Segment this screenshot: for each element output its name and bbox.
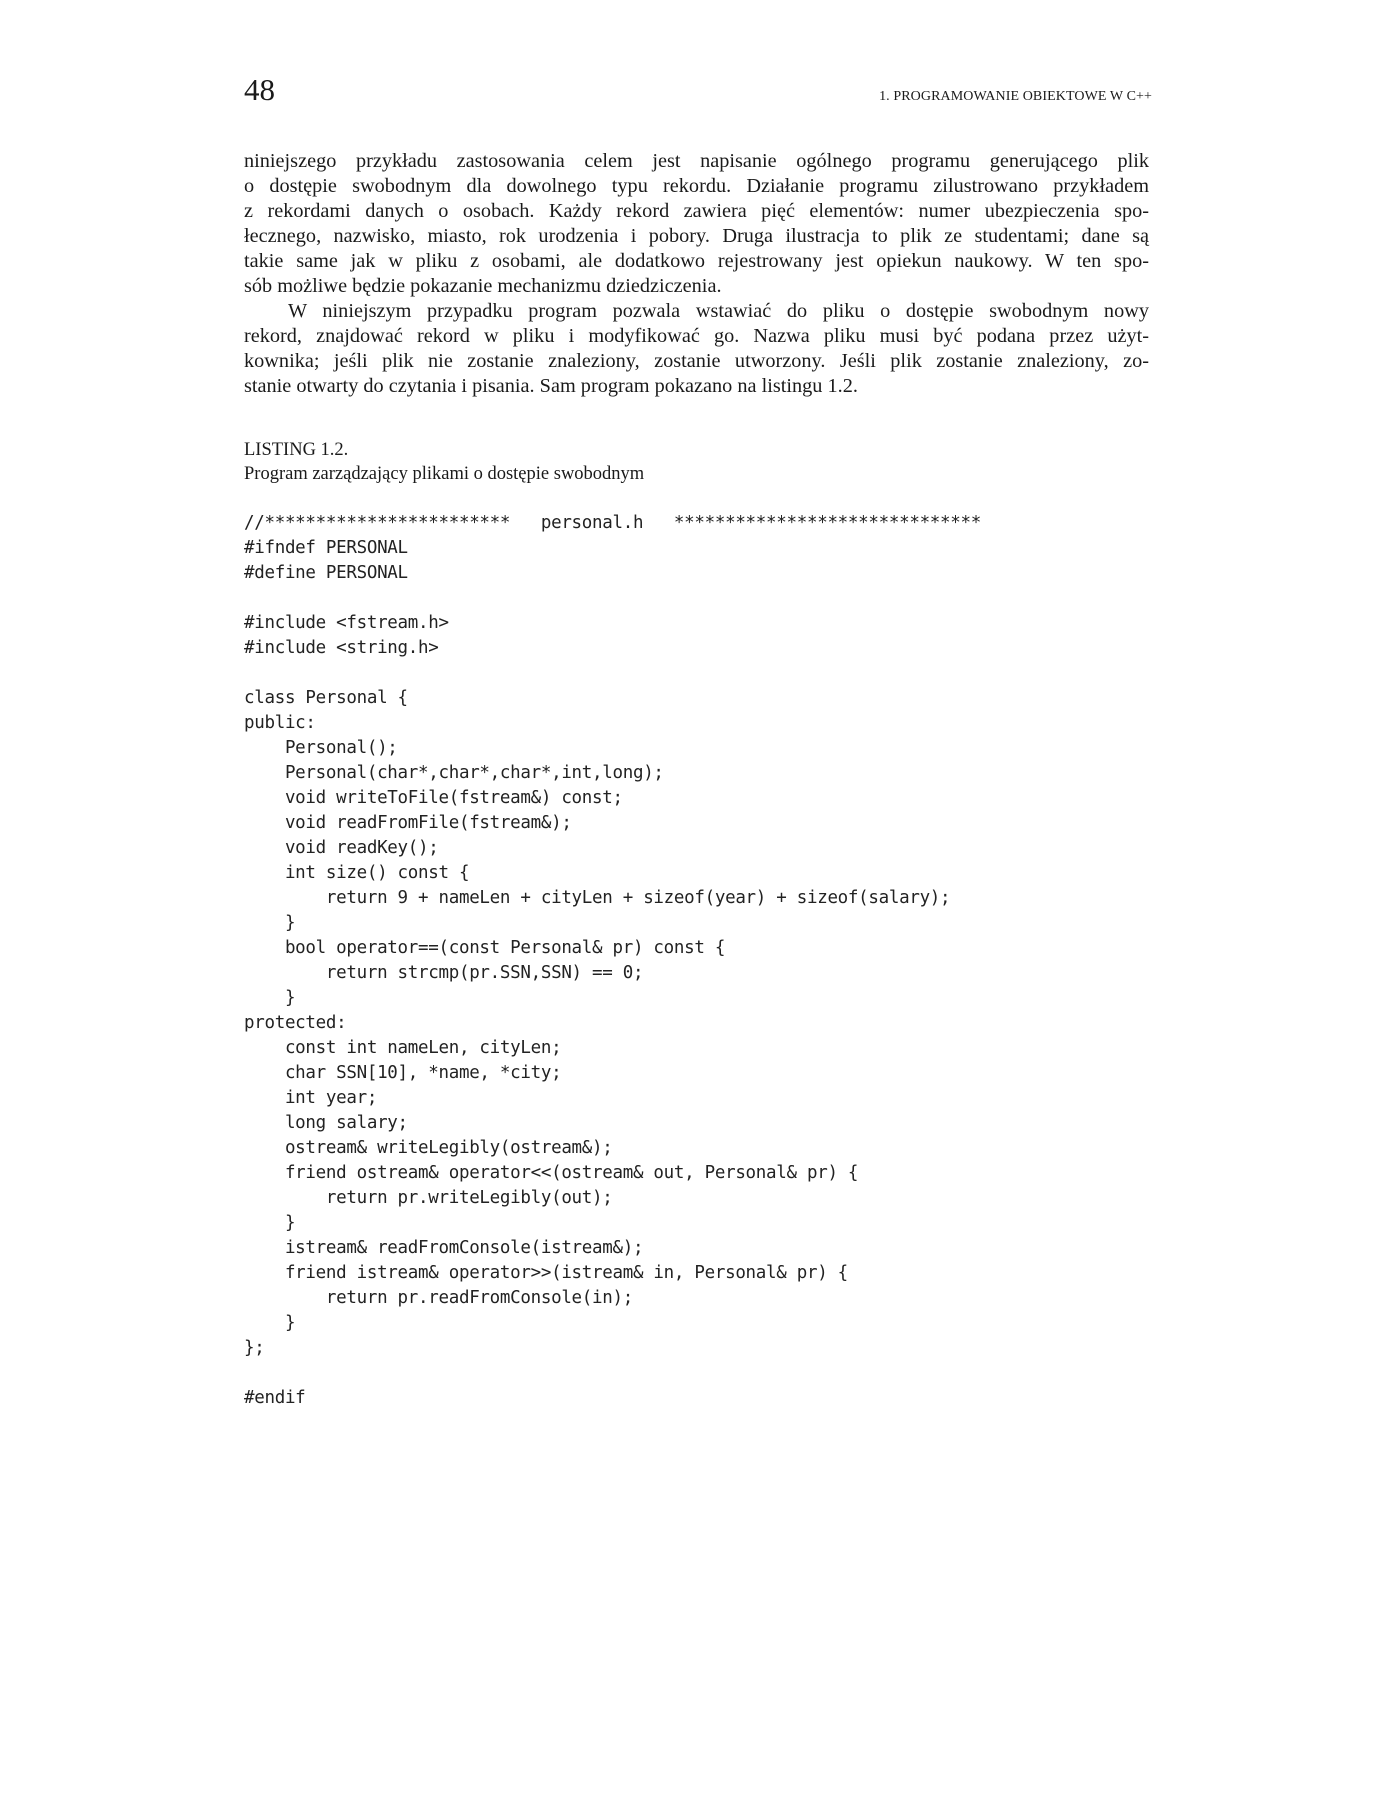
code-line: } — [244, 1213, 296, 1233]
code-line: void readKey(); — [244, 838, 439, 858]
body-text — [244, 149, 1149, 399]
code-line: class Personal { — [244, 688, 408, 708]
code-listing — [244, 511, 981, 1411]
code-line: long salary; — [244, 1113, 408, 1133]
code-line: int year; — [244, 1088, 378, 1108]
code-line: #include <string.h> — [244, 638, 439, 658]
code-line: public: — [244, 713, 316, 733]
code-line: istream& readFromConsole(istream&); — [244, 1238, 644, 1258]
running-header: 1. PROGRAMOWANIE OBIEKTOWE W C++ — [879, 89, 1152, 104]
code-line: friend istream& operator>>(istream& in, Personal& pr) { — [244, 1263, 848, 1283]
code-line: //************************ personal.h ****************************** — [244, 513, 981, 533]
code-line: int size() const { — [244, 863, 470, 883]
code-line: } — [244, 988, 296, 1008]
code-line: return pr.readFromConsole(in); — [244, 1288, 633, 1308]
text-line: z rekordami danych o osobach. Każdy rekord zawiera pięć elementów: numer ubezpieczenia spo- — [244, 200, 1149, 222]
listing-label: LISTING 1.2. — [244, 440, 349, 460]
code-line: const int nameLen, cityLen; — [244, 1038, 562, 1058]
code-line: return 9 + nameLen + cityLen + sizeof(year) + sizeof(salary); — [244, 888, 951, 908]
code-line: protected: — [244, 1013, 347, 1033]
code-line: return strcmp(pr.SSN,SSN) == 0; — [244, 963, 644, 983]
code-line: bool operator==(const Personal& pr) const { — [244, 938, 726, 958]
text-line: łecznego, nazwisko, miasto, rok urodzenia i pobory. Druga ilustracja to plik ze studentami; dane są — [244, 225, 1149, 247]
code-line: ostream& writeLegibly(ostream&); — [244, 1138, 613, 1158]
code-line: #endif — [244, 1388, 306, 1408]
text-line: stanie otwarty do czytania i pisania. Sam program pokazano na listingu 1.2. — [244, 375, 858, 397]
code-line: #ifndef PERSONAL — [244, 538, 408, 558]
paragraph — [244, 299, 1149, 399]
code-line — [244, 586, 981, 611]
code-line: Personal(char*,char*,char*,int,long); — [244, 763, 664, 783]
code-line: return pr.writeLegibly(out); — [244, 1188, 613, 1208]
text-line: niniejszego przykładu zastosowania celem jest napisanie ogólnego programu generującego plik — [244, 150, 1149, 172]
listing-title: Program zarządzający plikami o dostępie swobodnym — [244, 464, 645, 484]
page-number: 48 — [244, 72, 275, 107]
code-line — [244, 661, 981, 686]
code-line: char SSN[10], *name, *city; — [244, 1063, 562, 1083]
paragraph — [244, 149, 1149, 299]
code-line: void readFromFile(fstream&); — [244, 813, 572, 833]
code-line: void writeToFile(fstream&) const; — [244, 788, 623, 808]
listing-caption — [244, 438, 644, 486]
text-line: takie same jak w pliku z osobami, ale dodatkowo rejestrowany jest opiekun naukowy. W ten spo- — [244, 250, 1149, 272]
code-line: friend ostream& operator<<(ostream& out, Personal& pr) { — [244, 1163, 859, 1183]
text-line: W niniejszym przypadku program pozwala wstawiać do pliku o dostępie swobodnym nowy — [288, 300, 1149, 322]
text-line: o dostępie swobodnym dla dowolnego typu rekordu. Działanie programu zilustrowano przykładem — [244, 175, 1149, 197]
code-line: } — [244, 1313, 296, 1333]
code-line: } — [244, 913, 296, 933]
code-line: #define PERSONAL — [244, 563, 408, 583]
code-line — [244, 1361, 981, 1386]
code-line: #include <fstream.h> — [244, 613, 449, 633]
text-line: rekord, znajdować rekord w pliku i modyfikować go. Nazwa pliku musi być podana przez użyt- — [244, 325, 1149, 347]
text-line: sób możliwe będzie pokazanie mechanizmu dziedziczenia. — [244, 275, 722, 297]
code-line: Personal(); — [244, 738, 398, 758]
code-line: }; — [244, 1338, 265, 1358]
text-line: kownika; jeśli plik nie zostanie znaleziony, zostanie utworzony. Jeśli plik zostanie znaleziony, zo- — [244, 350, 1149, 372]
